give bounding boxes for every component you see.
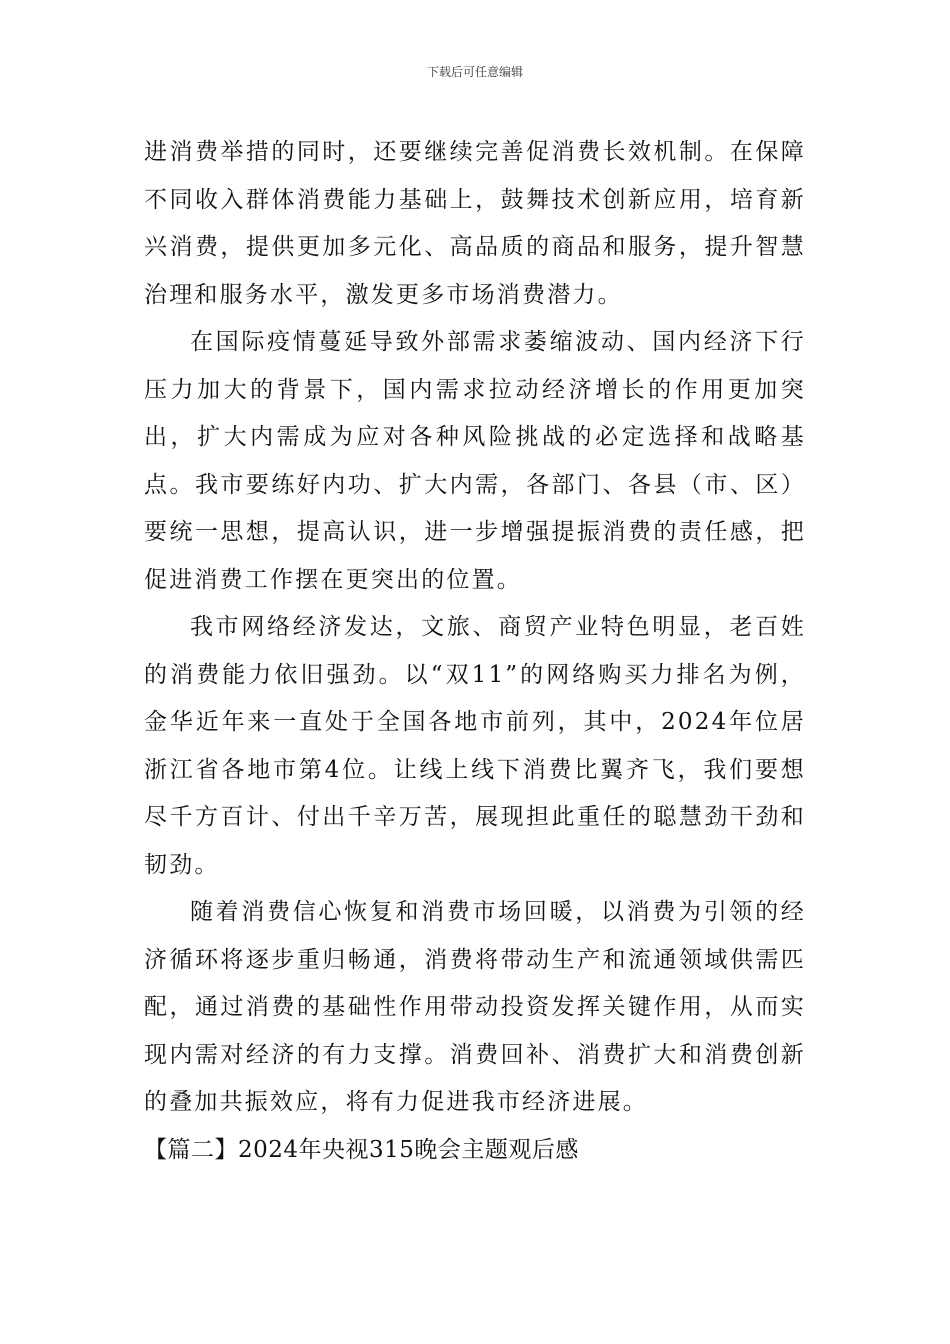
paragraph-3: 我市网络经济发达，文旅、商贸产业特色明显，老百姓的消费能力依旧强劲。以“双11”的网络购买力排名为例，金华近年来一直处于全国各地市前列，其中，2024年位居浙江省各地市第4位。让线上线下消费比翼齐飞，我们要想尽千方百计、付出千辛万苦，展现担此重任的聪慧劲干劲和韧劲。 bbox=[144, 614, 806, 878]
paragraph-2: 在国际疫情蔓延导致外部需求萎缩波动、国内经济下行压力加大的背景下，国内需求拉动经济增长的作用更加突出，扩大内需成为应对各种风险挑战的必定选择和战略基点。我市要练好内功、扩大内需，各部门、各县（市、区）要统一思想，提高认识，进一步增强提振消费的责任感，把促进消费工作摆在更突出的位置。 bbox=[144, 329, 806, 593]
paragraph-4: 随着消费信心恢复和消费市场回暖，以消费为引领的经济循环将逐步重归畅通，消费将带动生产和流通领域供需匹配，通过消费的基础性作用带动投资发挥关键作用，从而实现内需对经济的有力支撑。消费回补、消费扩大和消费创新的叠加共振效应，将有力促进我市经济进展。 bbox=[144, 899, 806, 1115]
document-body bbox=[144, 129, 806, 1174]
paragraph-1: 进消费举措的同时，还要继续完善促消费长效机制。在保障不同收入群体消费能力基础上，鼓舞技术创新应用，培育新兴消费，提供更加多元化、高品质的商品和服务，提升智慧治理和服务水平，激发更多市场消费潜力。 bbox=[144, 139, 806, 308]
page-header-note: 下载后可任意编辑 bbox=[426, 65, 523, 79]
section-heading: 【篇二】2024年央视315晚会主题观后感 bbox=[144, 1136, 579, 1163]
